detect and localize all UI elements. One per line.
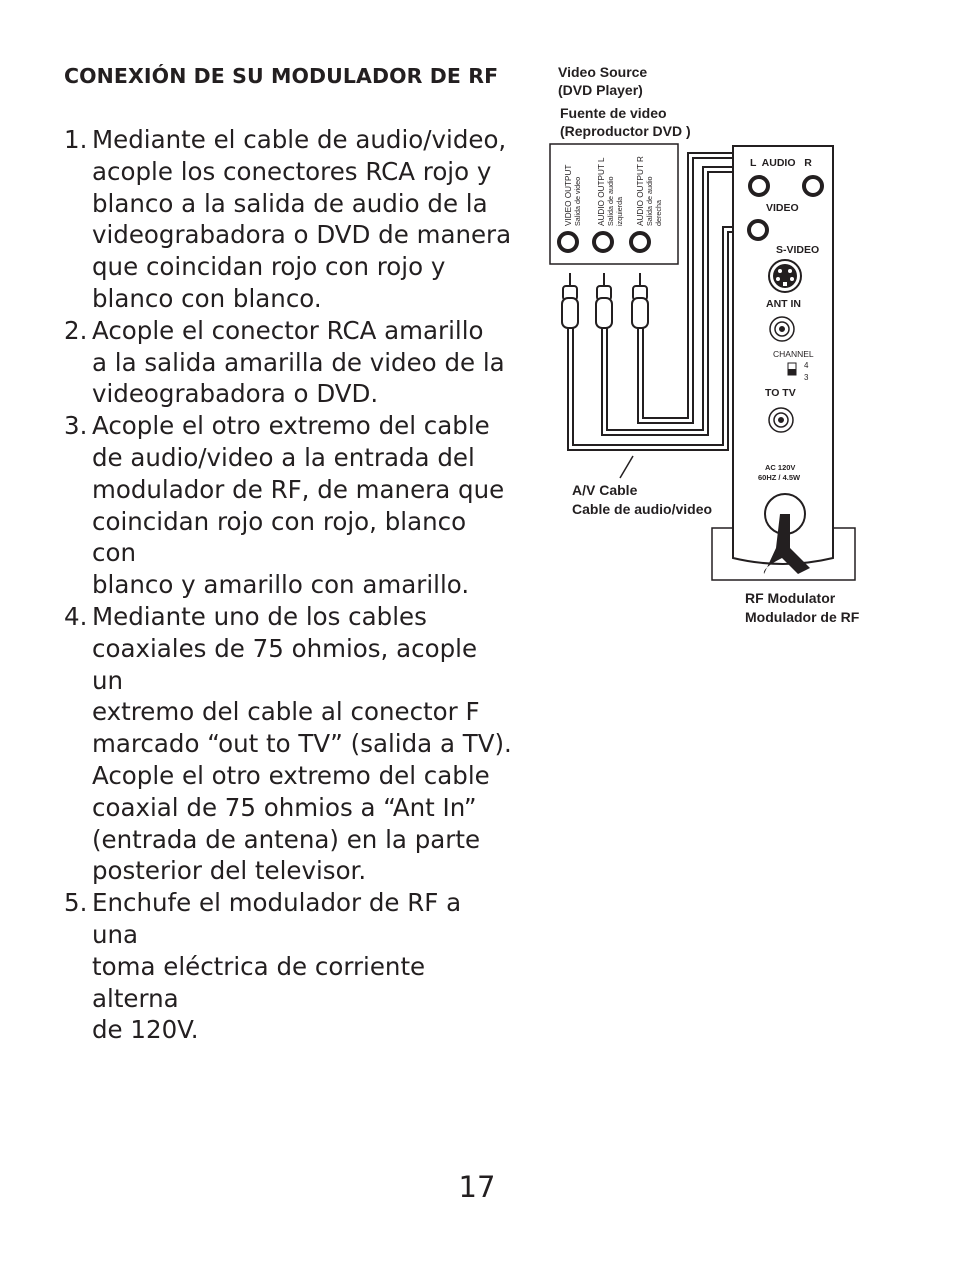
- output-sublabel: Salida de video: [573, 176, 582, 226]
- step-line: de audio/video a la entrada del: [92, 442, 475, 472]
- audio-in-r-jack: [804, 177, 822, 195]
- cable-label: Cable de audio/video: [572, 501, 713, 517]
- step-line: (entrada de antena) en la parte: [92, 824, 481, 854]
- list-item: [64, 124, 514, 315]
- step-line: coincidan rojo con rojo, blanco con: [92, 506, 467, 568]
- step-line: Enchufe el modulador de RF a una: [92, 888, 462, 949]
- channel-label: CHANNEL: [773, 349, 814, 359]
- audio-output-r-jack: [631, 233, 649, 251]
- rca-plug-audio-r: [632, 273, 648, 328]
- source-label-es: Fuente de video: [560, 105, 667, 121]
- power-label: AC 120V: [765, 463, 796, 472]
- step-line: de 120V.: [92, 1015, 199, 1045]
- step-number: 4.: [64, 601, 88, 631]
- output-sublabel: derecha: [654, 200, 663, 226]
- output-sublabel: Salida de audio: [606, 176, 615, 226]
- step-number: 3.: [64, 411, 88, 441]
- page-title: CONEXIÓN DE SU MODULADOR DE RF: [64, 64, 499, 88]
- step-line: modulador de RF, de manera que: [92, 474, 505, 504]
- step-line: blanco con blanco.: [92, 283, 322, 313]
- audio-output-l-jack: [594, 233, 612, 251]
- page-number: 17: [458, 1170, 496, 1204]
- step-line: a la salida amarilla de video de la: [92, 347, 505, 377]
- audio-label: L AUDIO R: [750, 157, 812, 169]
- step-line: toma eléctrica de corriente alterna: [92, 951, 426, 1013]
- svideo-jack: [769, 260, 801, 292]
- svideo-label: S-VIDEO: [776, 244, 820, 256]
- list-item: [64, 410, 514, 601]
- source-label-es: (Reproductor DVD ): [560, 123, 691, 139]
- step-line: Mediante uno de los cables: [92, 601, 427, 631]
- step-line: videograbadora o DVD de manera: [92, 220, 512, 250]
- source-label: Video Source: [558, 64, 648, 80]
- channel-4-label: 4: [804, 361, 809, 370]
- step-line: coaxiales de 75 ohmios, acople un: [92, 633, 478, 695]
- output-sublabel: izquierda: [615, 196, 624, 226]
- step-number: 2.: [64, 315, 88, 345]
- step-line: posterior del televisor.: [92, 856, 367, 886]
- step-line: blanco y amarillo con amarillo.: [92, 570, 470, 600]
- output-sublabel: Salida de audio: [645, 176, 654, 226]
- video-output-jack: [559, 233, 577, 251]
- audio-in-l-jack: [750, 177, 768, 195]
- step-line: videograbadora o DVD.: [92, 379, 379, 409]
- step-line: Acople el otro extremo del cable: [92, 411, 490, 441]
- output-label: VIDEO OUTPUT: [564, 164, 573, 226]
- output-label: AUDIO OUTPUT R: [636, 156, 645, 226]
- step-line: coaxial de 75 ohmios a “Ant In”: [92, 792, 477, 822]
- video-label: VIDEO: [766, 202, 799, 214]
- step-line: blanco a la salida de audio de la: [92, 188, 488, 218]
- to-tv-label: TO TV: [765, 387, 796, 399]
- step-line: Acople el otro extremo del cable: [92, 760, 490, 790]
- instruction-list: [64, 124, 514, 1046]
- step-number: 1.: [64, 125, 88, 154]
- modulator-name: Modulador de RF: [745, 609, 860, 625]
- list-item: [64, 601, 514, 887]
- cable-pointer: [620, 456, 633, 478]
- channel-switch: [788, 363, 796, 375]
- modulator-name: RF Modulator: [745, 590, 836, 606]
- source-label: (DVD Player): [558, 82, 643, 98]
- step-line: acople los conectores RCA rojo y: [92, 156, 492, 186]
- channel-3-label: 3: [804, 373, 809, 382]
- rca-plug-audio-l: [596, 273, 612, 328]
- output-label: AUDIO OUTPUT L: [597, 157, 606, 226]
- list-item: [64, 887, 514, 1046]
- connection-diagram: [540, 58, 885, 638]
- step-line: Acople el conector RCA amarillo: [92, 315, 484, 345]
- rca-plug-video: [562, 273, 578, 328]
- step-number: 5.: [64, 888, 88, 918]
- step-line: extremo del cable al conector F: [92, 697, 480, 727]
- cable-label: A/V Cable: [572, 482, 638, 498]
- step-line: Mediante el cable de audio/video,: [92, 125, 507, 154]
- video-in-jack: [749, 221, 767, 239]
- ant-in-label: ANT IN: [766, 298, 801, 310]
- list-item: [64, 315, 514, 410]
- power-label: 60HZ / 4.5W: [758, 473, 801, 482]
- step-line: marcado “out to TV” (salida a TV).: [92, 729, 512, 759]
- step-line: que coincidan rojo con rojo y: [92, 252, 446, 282]
